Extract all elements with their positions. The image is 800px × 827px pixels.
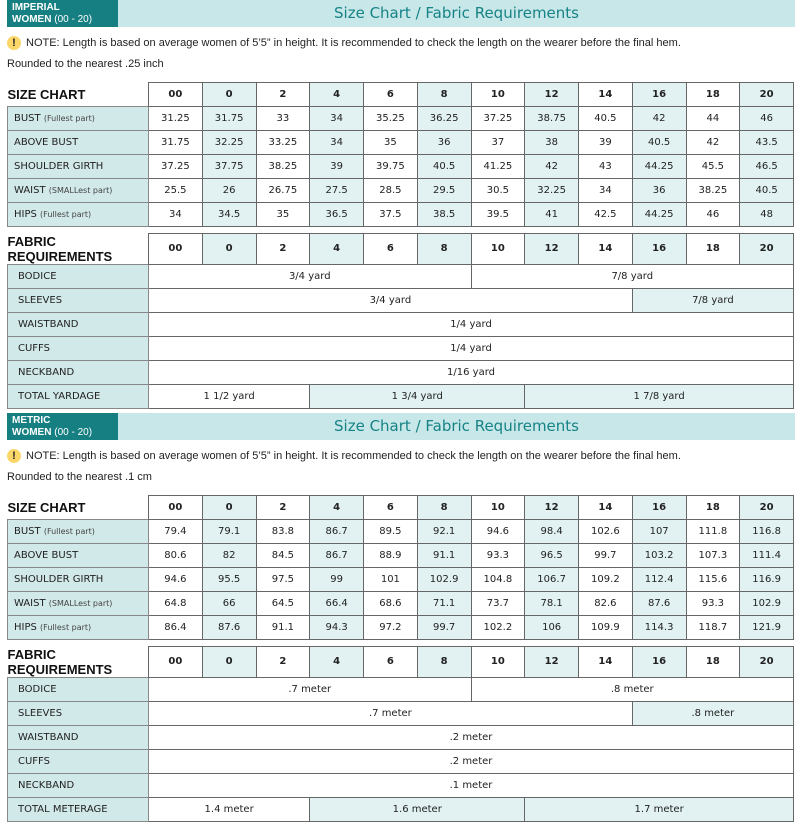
fabric-amount-cell: .7 meter bbox=[149, 701, 633, 725]
table-row bbox=[8, 264, 794, 288]
row-label-text: BODICE bbox=[18, 683, 57, 695]
row-label-text: TOTAL YARDAGE bbox=[18, 390, 101, 402]
measurement-cell: 91.1 bbox=[256, 616, 310, 640]
imperial-banner-tag bbox=[7, 0, 118, 27]
metric-banner-title: Size Chart / Fabric Requirements bbox=[334, 417, 579, 435]
row-label bbox=[8, 384, 149, 408]
measurement-cell: 32.25 bbox=[202, 131, 256, 155]
measurement-cell: 44 bbox=[686, 107, 740, 131]
table-row bbox=[8, 288, 794, 312]
imperial-size-chart-title: SIZE CHART bbox=[8, 83, 149, 107]
measurement-cell: 42 bbox=[686, 131, 740, 155]
measurement-cell: 107.3 bbox=[686, 544, 740, 568]
size-header-00: 00 bbox=[149, 234, 203, 265]
imperial-note-text: NOTE: Length is based on average women of 5’5” in height. It is recommended to check the length on the wearer before the final hem. bbox=[26, 37, 681, 49]
row-label bbox=[8, 155, 149, 179]
size-header-16: 16 bbox=[632, 496, 686, 520]
measurement-cell: 36 bbox=[632, 179, 686, 203]
measurement-cell: 93.3 bbox=[686, 592, 740, 616]
row-label bbox=[8, 336, 149, 360]
size-header-00: 00 bbox=[149, 83, 203, 107]
measurement-cell: 41.25 bbox=[471, 155, 525, 179]
measurement-cell: 27.5 bbox=[310, 179, 364, 203]
measurement-cell: 35.25 bbox=[364, 107, 418, 131]
measurement-cell: 94.3 bbox=[310, 616, 364, 640]
size-header-18: 18 bbox=[686, 83, 740, 107]
size-header-6: 6 bbox=[364, 234, 418, 265]
size-header-00: 00 bbox=[149, 496, 203, 520]
measurement-cell: 93.3 bbox=[471, 544, 525, 568]
measurement-cell: 38.25 bbox=[686, 179, 740, 203]
measurement-cell: 31.75 bbox=[149, 131, 203, 155]
measurement-cell: 112.4 bbox=[632, 568, 686, 592]
measurement-cell: 87.6 bbox=[632, 592, 686, 616]
fabric-amount-cell: 1.7 meter bbox=[525, 797, 794, 821]
size-header-6: 6 bbox=[364, 83, 418, 107]
measurement-cell: 42 bbox=[632, 107, 686, 131]
table-row bbox=[8, 677, 794, 701]
metric-note bbox=[7, 448, 681, 464]
size-header-14: 14 bbox=[579, 647, 633, 678]
measurement-cell: 36 bbox=[417, 131, 471, 155]
imperial-fabric-header-row bbox=[8, 234, 794, 265]
measurement-cell: 111.4 bbox=[740, 544, 794, 568]
table-row bbox=[8, 749, 794, 773]
row-label-text: HIPS bbox=[14, 622, 37, 633]
size-header-18: 18 bbox=[686, 234, 740, 265]
size-header-4: 4 bbox=[310, 83, 364, 107]
measurement-cell: 46 bbox=[740, 107, 794, 131]
measurement-cell: 104.8 bbox=[471, 568, 525, 592]
row-label-text: CUFFS bbox=[18, 342, 50, 354]
size-header-20: 20 bbox=[740, 647, 794, 678]
measurement-cell: 32.25 bbox=[525, 179, 579, 203]
measurement-cell: 45.5 bbox=[686, 155, 740, 179]
row-label-text: ABOVE BUST bbox=[14, 550, 79, 561]
measurement-cell: 40.5 bbox=[579, 107, 633, 131]
row-label bbox=[8, 312, 149, 336]
measurement-cell: 92.1 bbox=[417, 520, 471, 544]
row-label-qualifier: (Fullest part) bbox=[40, 623, 92, 632]
measurement-cell: 87.6 bbox=[202, 616, 256, 640]
measurement-cell: 99 bbox=[310, 568, 364, 592]
measurement-cell: 102.2 bbox=[471, 616, 525, 640]
measurement-cell: 66 bbox=[202, 592, 256, 616]
measurement-cell: 35 bbox=[364, 131, 418, 155]
measurement-cell: 86.4 bbox=[149, 616, 203, 640]
fabric-amount-cell: 7/8 yard bbox=[632, 288, 793, 312]
measurement-cell: 38.75 bbox=[525, 107, 579, 131]
measurement-cell: 43 bbox=[579, 155, 633, 179]
table-row bbox=[8, 179, 794, 203]
banner-tag-line1: IMPERIAL bbox=[12, 2, 60, 13]
size-header-4: 4 bbox=[310, 647, 364, 678]
measurement-cell: 34 bbox=[310, 107, 364, 131]
measurement-cell: 106.7 bbox=[525, 568, 579, 592]
row-label-text: NECKBAND bbox=[18, 779, 75, 791]
row-label-text: WAISTBAND bbox=[18, 731, 79, 743]
measurement-cell: 26.75 bbox=[256, 179, 310, 203]
fabric-amount-cell: .2 meter bbox=[149, 725, 794, 749]
imperial-size-chart-header-row bbox=[8, 83, 794, 107]
measurement-cell: 83.8 bbox=[256, 520, 310, 544]
measurement-cell: 66.4 bbox=[310, 592, 364, 616]
measurement-cell: 107 bbox=[632, 520, 686, 544]
fabric-amount-cell: .2 meter bbox=[149, 749, 794, 773]
measurement-cell: 30.5 bbox=[471, 179, 525, 203]
measurement-cell: 37 bbox=[471, 131, 525, 155]
measurement-cell: 36.25 bbox=[417, 107, 471, 131]
row-label-text: BUST bbox=[14, 526, 41, 537]
measurement-cell: 106 bbox=[525, 616, 579, 640]
measurement-cell: 34.5 bbox=[202, 203, 256, 227]
row-label-text: NECKBAND bbox=[18, 366, 75, 378]
measurement-cell: 80.6 bbox=[149, 544, 203, 568]
measurement-cell: 116.9 bbox=[740, 568, 794, 592]
size-header-12: 12 bbox=[525, 496, 579, 520]
row-label-text: WAIST bbox=[14, 185, 46, 196]
metric-size-chart bbox=[7, 495, 794, 640]
size-header-8: 8 bbox=[417, 496, 471, 520]
measurement-cell: 94.6 bbox=[471, 520, 525, 544]
measurement-cell: 48 bbox=[740, 203, 794, 227]
table-row bbox=[8, 773, 794, 797]
row-label-text: BODICE bbox=[18, 270, 57, 282]
size-header-6: 6 bbox=[364, 496, 418, 520]
table-row bbox=[8, 797, 794, 821]
row-label-text: SHOULDER GIRTH bbox=[14, 161, 104, 172]
size-header-10: 10 bbox=[471, 83, 525, 107]
banner-tag-bold: WOMEN bbox=[12, 427, 52, 438]
measurement-cell: 118.7 bbox=[686, 616, 740, 640]
measurement-cell: 40.5 bbox=[740, 179, 794, 203]
measurement-cell: 31.25 bbox=[149, 107, 203, 131]
measurement-cell: 37.75 bbox=[202, 155, 256, 179]
table-row bbox=[8, 155, 794, 179]
measurement-cell: 78.1 bbox=[525, 592, 579, 616]
row-label bbox=[8, 701, 149, 725]
row-label bbox=[8, 131, 149, 155]
table-row bbox=[8, 701, 794, 725]
metric-note-text: NOTE: Length is based on average women of 5’5” in height. It is recommended to check the length on the wearer before the final hem. bbox=[26, 450, 681, 462]
table-row bbox=[8, 544, 794, 568]
measurement-cell: 33.25 bbox=[256, 131, 310, 155]
table-row bbox=[8, 131, 794, 155]
row-label-qualifier: (Fullest part) bbox=[40, 210, 92, 219]
row-label bbox=[8, 677, 149, 701]
size-header-12: 12 bbox=[525, 83, 579, 107]
fabric-amount-cell: .8 meter bbox=[632, 701, 793, 725]
size-header-14: 14 bbox=[579, 496, 633, 520]
row-label-text: WAIST bbox=[14, 598, 46, 609]
row-label-qualifier: (SMALLest part) bbox=[48, 186, 113, 195]
row-label bbox=[8, 797, 149, 821]
size-header-8: 8 bbox=[417, 83, 471, 107]
metric-banner-tag bbox=[7, 413, 118, 440]
size-header-8: 8 bbox=[417, 647, 471, 678]
banner-tag-range: (00 - 20) bbox=[54, 427, 93, 438]
row-label bbox=[8, 592, 149, 616]
size-header-4: 4 bbox=[310, 234, 364, 265]
metric-size-chart-header-row bbox=[8, 496, 794, 520]
measurement-cell: 97.2 bbox=[364, 616, 418, 640]
measurement-cell: 44.25 bbox=[632, 203, 686, 227]
measurement-cell: 64.8 bbox=[149, 592, 203, 616]
row-label-text: HIPS bbox=[14, 209, 37, 220]
banner-tag-bold: WOMEN bbox=[12, 14, 52, 25]
table-row bbox=[8, 360, 794, 384]
row-label-text: SHOULDER GIRTH bbox=[14, 574, 104, 585]
fabric-amount-cell: 1/4 yard bbox=[149, 336, 794, 360]
measurement-cell: 101 bbox=[364, 568, 418, 592]
size-header-16: 16 bbox=[632, 647, 686, 678]
row-label bbox=[8, 179, 149, 203]
measurement-cell: 28.5 bbox=[364, 179, 418, 203]
measurement-cell: 39.75 bbox=[364, 155, 418, 179]
row-label bbox=[8, 544, 149, 568]
size-header-14: 14 bbox=[579, 234, 633, 265]
measurement-cell: 36.5 bbox=[310, 203, 364, 227]
measurement-cell: 89.5 bbox=[364, 520, 418, 544]
row-label-qualifier: (SMALLest part) bbox=[48, 599, 113, 608]
measurement-cell: 35 bbox=[256, 203, 310, 227]
measurement-cell: 46 bbox=[686, 203, 740, 227]
metric-rounding-note: Rounded to the nearest .1 cm bbox=[7, 471, 152, 483]
size-header-12: 12 bbox=[525, 234, 579, 265]
measurement-cell: 42.5 bbox=[579, 203, 633, 227]
table-row bbox=[8, 336, 794, 360]
row-label-text: ABOVE BUST bbox=[14, 137, 79, 148]
size-header-0: 0 bbox=[202, 647, 256, 678]
measurement-cell: 71.1 bbox=[417, 592, 471, 616]
measurement-cell: 116.8 bbox=[740, 520, 794, 544]
metric-banner bbox=[7, 413, 795, 440]
metric-size-chart-title: SIZE CHART bbox=[8, 496, 149, 520]
row-label bbox=[8, 264, 149, 288]
table-row bbox=[8, 203, 794, 227]
measurement-cell: 39.5 bbox=[471, 203, 525, 227]
size-header-0: 0 bbox=[202, 83, 256, 107]
size-header-20: 20 bbox=[740, 234, 794, 265]
fabric-amount-cell: .1 meter bbox=[149, 773, 794, 797]
measurement-cell: 97.5 bbox=[256, 568, 310, 592]
table-row bbox=[8, 616, 794, 640]
imperial-banner-title: Size Chart / Fabric Requirements bbox=[334, 4, 579, 22]
imperial-note bbox=[7, 35, 681, 51]
row-label-text: CUFFS bbox=[18, 755, 50, 767]
measurement-cell: 82 bbox=[202, 544, 256, 568]
size-header-20: 20 bbox=[740, 83, 794, 107]
row-label-text: TOTAL METERAGE bbox=[18, 803, 108, 815]
measurement-cell: 115.6 bbox=[686, 568, 740, 592]
measurement-cell: 84.5 bbox=[256, 544, 310, 568]
imperial-size-chart bbox=[7, 82, 794, 227]
row-label bbox=[8, 360, 149, 384]
fabric-amount-cell: 1.4 meter bbox=[149, 797, 310, 821]
measurement-cell: 38.25 bbox=[256, 155, 310, 179]
row-label bbox=[8, 773, 149, 797]
fabric-amount-cell: 3/4 yard bbox=[149, 264, 472, 288]
metric-fabric-header-row bbox=[8, 647, 794, 678]
row-label-text: BUST bbox=[14, 113, 41, 124]
row-label bbox=[8, 107, 149, 131]
fabric-amount-cell: 7/8 yard bbox=[471, 264, 794, 288]
measurement-cell: 88.9 bbox=[364, 544, 418, 568]
measurement-cell: 43.5 bbox=[740, 131, 794, 155]
measurement-cell: 37.5 bbox=[364, 203, 418, 227]
measurement-cell: 34 bbox=[149, 203, 203, 227]
size-header-10: 10 bbox=[471, 234, 525, 265]
fabric-amount-cell: .8 meter bbox=[471, 677, 794, 701]
size-header-16: 16 bbox=[632, 83, 686, 107]
row-label-text: WAISTBAND bbox=[18, 318, 79, 330]
measurement-cell: 91.1 bbox=[417, 544, 471, 568]
measurement-cell: 39 bbox=[579, 131, 633, 155]
row-label-text: SLEEVES bbox=[18, 294, 63, 306]
size-header-12: 12 bbox=[525, 647, 579, 678]
measurement-cell: 29.5 bbox=[417, 179, 471, 203]
measurement-cell: 109.9 bbox=[579, 616, 633, 640]
imperial-fabric-title: FABRIC REQUIREMENTS bbox=[8, 234, 149, 265]
size-header-10: 10 bbox=[471, 496, 525, 520]
row-label-qualifier: (Fullest part) bbox=[43, 527, 95, 536]
measurement-cell: 102.6 bbox=[579, 520, 633, 544]
row-label bbox=[8, 568, 149, 592]
measurement-cell: 102.9 bbox=[417, 568, 471, 592]
measurement-cell: 96.5 bbox=[525, 544, 579, 568]
fabric-amount-cell: 1.6 meter bbox=[310, 797, 525, 821]
measurement-cell: 103.2 bbox=[632, 544, 686, 568]
measurement-cell: 111.8 bbox=[686, 520, 740, 544]
measurement-cell: 38 bbox=[525, 131, 579, 155]
measurement-cell: 73.7 bbox=[471, 592, 525, 616]
measurement-cell: 68.6 bbox=[364, 592, 418, 616]
row-label bbox=[8, 616, 149, 640]
table-row bbox=[8, 107, 794, 131]
row-label-qualifier: (Fullest part) bbox=[43, 114, 95, 123]
measurement-cell: 109.2 bbox=[579, 568, 633, 592]
size-header-4: 4 bbox=[310, 496, 364, 520]
row-label-text: SLEEVES bbox=[18, 707, 63, 719]
banner-tag-line1: METRIC bbox=[12, 415, 51, 426]
size-header-16: 16 bbox=[632, 234, 686, 265]
measurement-cell: 95.5 bbox=[202, 568, 256, 592]
row-label bbox=[8, 749, 149, 773]
measurement-cell: 41 bbox=[525, 203, 579, 227]
measurement-cell: 33 bbox=[256, 107, 310, 131]
measurement-cell: 34 bbox=[579, 179, 633, 203]
measurement-cell: 94.6 bbox=[149, 568, 203, 592]
measurement-cell: 39 bbox=[310, 155, 364, 179]
fabric-amount-cell: 1/16 yard bbox=[149, 360, 794, 384]
size-header-0: 0 bbox=[202, 234, 256, 265]
fabric-amount-cell: .7 meter bbox=[149, 677, 472, 701]
banner-tag-range: (00 - 20) bbox=[54, 14, 93, 25]
measurement-cell: 102.9 bbox=[740, 592, 794, 616]
row-label bbox=[8, 520, 149, 544]
imperial-banner bbox=[7, 0, 795, 27]
size-header-0: 0 bbox=[202, 496, 256, 520]
measurement-cell: 40.5 bbox=[632, 131, 686, 155]
size-header-2: 2 bbox=[256, 496, 310, 520]
measurement-cell: 31.75 bbox=[202, 107, 256, 131]
imperial-rounding-note: Rounded to the nearest .25 inch bbox=[7, 58, 164, 70]
measurement-cell: 86.7 bbox=[310, 520, 364, 544]
measurement-cell: 25.5 bbox=[149, 179, 203, 203]
table-row bbox=[8, 592, 794, 616]
measurement-cell: 44.25 bbox=[632, 155, 686, 179]
measurement-cell: 37.25 bbox=[471, 107, 525, 131]
measurement-cell: 98.4 bbox=[525, 520, 579, 544]
size-header-2: 2 bbox=[256, 234, 310, 265]
size-header-2: 2 bbox=[256, 647, 310, 678]
table-row bbox=[8, 384, 794, 408]
measurement-cell: 34 bbox=[310, 131, 364, 155]
measurement-cell: 86.7 bbox=[310, 544, 364, 568]
table-row bbox=[8, 312, 794, 336]
imperial-fabric-requirements bbox=[7, 233, 794, 409]
size-header-6: 6 bbox=[364, 647, 418, 678]
size-header-18: 18 bbox=[686, 496, 740, 520]
fabric-amount-cell: 1 7/8 yard bbox=[525, 384, 794, 408]
size-header-14: 14 bbox=[579, 83, 633, 107]
measurement-cell: 37.25 bbox=[149, 155, 203, 179]
measurement-cell: 79.1 bbox=[202, 520, 256, 544]
metric-fabric-title: FABRIC REQUIREMENTS bbox=[8, 647, 149, 678]
size-header-18: 18 bbox=[686, 647, 740, 678]
measurement-cell: 114.3 bbox=[632, 616, 686, 640]
measurement-cell: 46.5 bbox=[740, 155, 794, 179]
row-label bbox=[8, 203, 149, 227]
table-row bbox=[8, 568, 794, 592]
fabric-amount-cell: 1 3/4 yard bbox=[310, 384, 525, 408]
measurement-cell: 64.5 bbox=[256, 592, 310, 616]
row-label bbox=[8, 288, 149, 312]
measurement-cell: 79.4 bbox=[149, 520, 203, 544]
size-header-10: 10 bbox=[471, 647, 525, 678]
table-row bbox=[8, 520, 794, 544]
measurement-cell: 26 bbox=[202, 179, 256, 203]
measurement-cell: 121.9 bbox=[740, 616, 794, 640]
measurement-cell: 99.7 bbox=[579, 544, 633, 568]
size-header-20: 20 bbox=[740, 496, 794, 520]
table-row bbox=[8, 725, 794, 749]
fabric-amount-cell: 1/4 yard bbox=[149, 312, 794, 336]
measurement-cell: 40.5 bbox=[417, 155, 471, 179]
fabric-amount-cell: 3/4 yard bbox=[149, 288, 633, 312]
measurement-cell: 99.7 bbox=[417, 616, 471, 640]
size-header-00: 00 bbox=[149, 647, 203, 678]
measurement-cell: 38.5 bbox=[417, 203, 471, 227]
exclamation-icon: ! bbox=[7, 36, 21, 50]
size-header-2: 2 bbox=[256, 83, 310, 107]
exclamation-icon: ! bbox=[7, 449, 21, 463]
measurement-cell: 42 bbox=[525, 155, 579, 179]
measurement-cell: 82.6 bbox=[579, 592, 633, 616]
row-label bbox=[8, 725, 149, 749]
fabric-amount-cell: 1 1/2 yard bbox=[149, 384, 310, 408]
metric-fabric-requirements bbox=[7, 646, 794, 822]
size-header-8: 8 bbox=[417, 234, 471, 265]
